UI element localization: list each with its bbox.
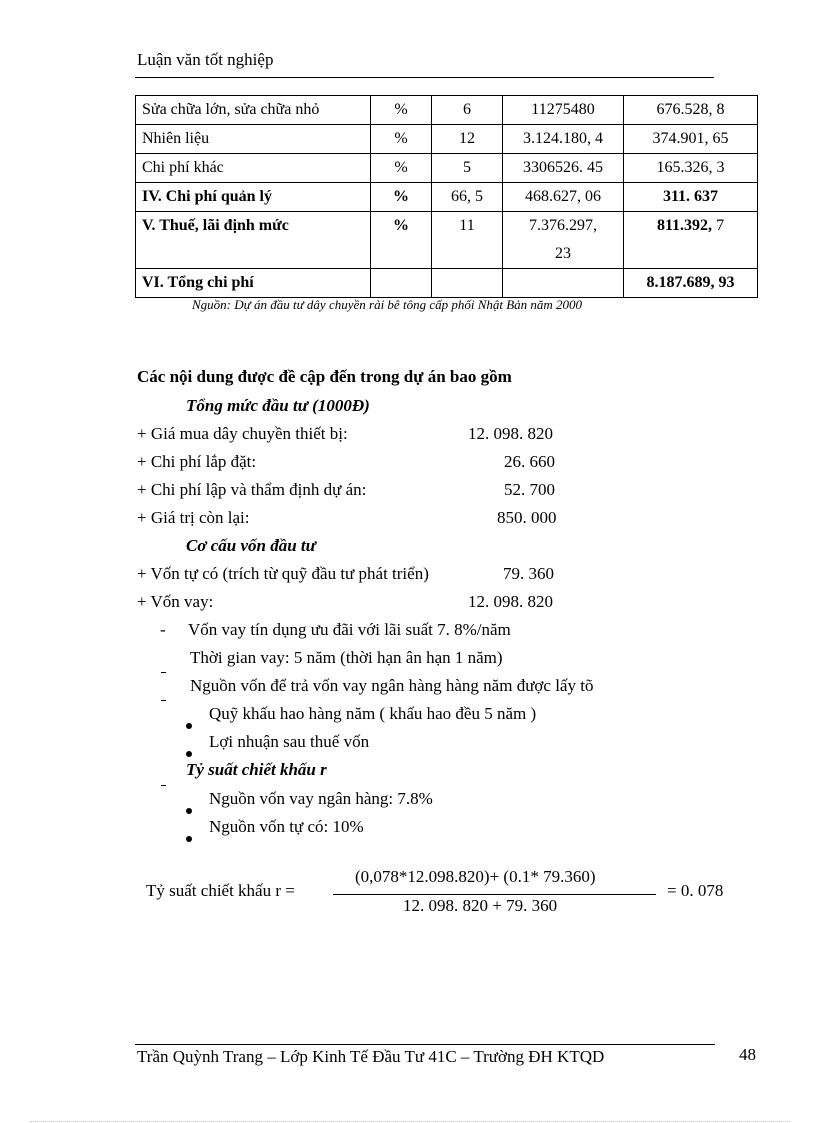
dash-mark (161, 700, 166, 701)
investment-item-value: 850. 000 (497, 508, 557, 527)
row-amount-bold: 811.392, (656, 217, 713, 234)
formula-numerator: (0,078*12.098.820)+ (0.1* 79.360) (355, 867, 596, 886)
investment-heading: Tổng mức đầu tư (1000Đ) (186, 396, 370, 415)
capital-item-value: 79. 360 (503, 564, 554, 583)
table-row (136, 154, 758, 183)
row-unit: % (371, 212, 432, 269)
loan-term-text: Thời gian vay: 5 năm (thời hạn ân hạn 1 năm) (190, 648, 503, 667)
formula-label: Tỷ suất chiết khấu r = (146, 881, 295, 900)
row-rate: 11 (432, 212, 503, 269)
bullet-text: Lợi nhuận sau thuế vốn (209, 732, 370, 751)
investment-item-label: + Giá trị còn lại: (137, 508, 250, 527)
bullet-dot (186, 751, 192, 757)
investment-item-label: + Chi phí lắp đặt: (137, 452, 257, 471)
row-name: V. Thuế, lãi định mức (136, 212, 371, 269)
bullet-dot (186, 808, 192, 814)
row-rate (432, 269, 503, 298)
capital-item-label: + Vốn vay: (137, 592, 214, 611)
row-base: 11275480 (503, 96, 624, 125)
page-edge (30, 1121, 790, 1122)
formula-denominator: 12. 098. 820 + 79. 360 (403, 896, 558, 915)
row-amount (624, 212, 758, 269)
capital-item-label: + Vốn tự có (trích từ quỹ đầu tư phát triển) (137, 564, 429, 583)
row-name: VI. Tổng chi phí (136, 269, 371, 298)
row-unit: % (371, 183, 432, 212)
row-amount: 165.326, 3 (624, 154, 758, 183)
row-amount: 374.901, 65 (624, 125, 758, 154)
bullet-text: Nguồn vốn tự có: 10% (209, 817, 364, 836)
row-base (503, 212, 624, 269)
row-rate: 6 (432, 96, 503, 125)
investment-item-label: + Giá mua dây chuyền thiết bị: (137, 424, 348, 443)
section-title: Các nội dung được đề cập đến trong dự án bao gồm (137, 367, 512, 386)
table-row (136, 125, 758, 154)
capital-item-value: 12. 098. 820 (468, 592, 553, 611)
row-unit: % (371, 154, 432, 183)
row-name: Sửa chữa lớn, sửa chữa nhỏ (136, 96, 371, 125)
row-amount: 311. 637 (624, 183, 758, 212)
formula-result: = 0. 078 (667, 881, 724, 900)
row-base: 468.627, 06 (503, 183, 624, 212)
bullet-text: Nguồn vốn vay ngân hàng: 7.8% (209, 789, 433, 808)
row-amount: 676.528, 8 (624, 96, 758, 125)
row-rate: 5 (432, 154, 503, 183)
row-rate: 12 (432, 125, 503, 154)
dash-mark (161, 672, 166, 673)
cost-table (135, 95, 758, 298)
dash-bullet: - (160, 620, 166, 639)
page-number: 48 (739, 1045, 756, 1064)
row-base-line1: 7.376.297, (529, 217, 597, 234)
investment-item-value: 26. 660 (504, 452, 555, 471)
discount-heading: Tỷ suất chiết khấu r (186, 760, 327, 779)
table-row (136, 269, 758, 298)
bullet-dot (186, 723, 192, 729)
investment-item-value: 52. 700 (504, 480, 555, 499)
footer-text: Trần Quỳnh Trang – Lớp Kinh Tế Đầu Tư 41C – Trường ĐH KTQD (137, 1047, 605, 1066)
row-name: Nhiên liệu (136, 125, 371, 154)
table-source-note: Nguồn: Dự án đầu tư dây chuyền rải bê tông cấp phối Nhật Bản năm 2000 (192, 297, 583, 312)
row-base-line2: 23 (555, 245, 571, 262)
row-unit (371, 269, 432, 298)
header-divider (135, 77, 714, 78)
fraction-line (333, 894, 656, 895)
table-row (136, 183, 758, 212)
row-amount-rest: 7 (712, 217, 725, 234)
row-base: 3306526. 45 (503, 154, 624, 183)
row-name: IV. Chi phí quản lý (136, 183, 371, 212)
row-unit: % (371, 96, 432, 125)
investment-item-label: + Chi phí lập và thẩm định dự án: (137, 480, 367, 499)
table-row (136, 212, 758, 269)
row-name: Chi phí khác (136, 154, 371, 183)
loan-rate-text: Vốn vay tín dụng ưu đãi với lãi suất 7. 8%/năm (188, 620, 511, 639)
row-base (503, 269, 624, 298)
repayment-source-text: Nguồn vốn để trả vốn vay ngân hàng hàng năm được lấy tõ (190, 676, 594, 695)
bullet-dot (186, 836, 192, 842)
footer-divider (135, 1044, 715, 1045)
dash-mark (161, 785, 166, 786)
row-amount: 8.187.689, 93 (624, 269, 758, 298)
row-base: 3.124.180, 4 (503, 125, 624, 154)
bullet-text: Quỹ khấu hao hàng năm ( khấu hao đều 5 năm ) (209, 704, 537, 723)
page-header-title: Luận văn tốt nghiệp (137, 50, 274, 69)
table-row (136, 96, 758, 125)
capital-heading: Cơ cấu vốn đầu tư (186, 536, 316, 555)
row-unit: % (371, 125, 432, 154)
investment-item-value: 12. 098. 820 (468, 424, 553, 443)
row-rate: 66, 5 (432, 183, 503, 212)
